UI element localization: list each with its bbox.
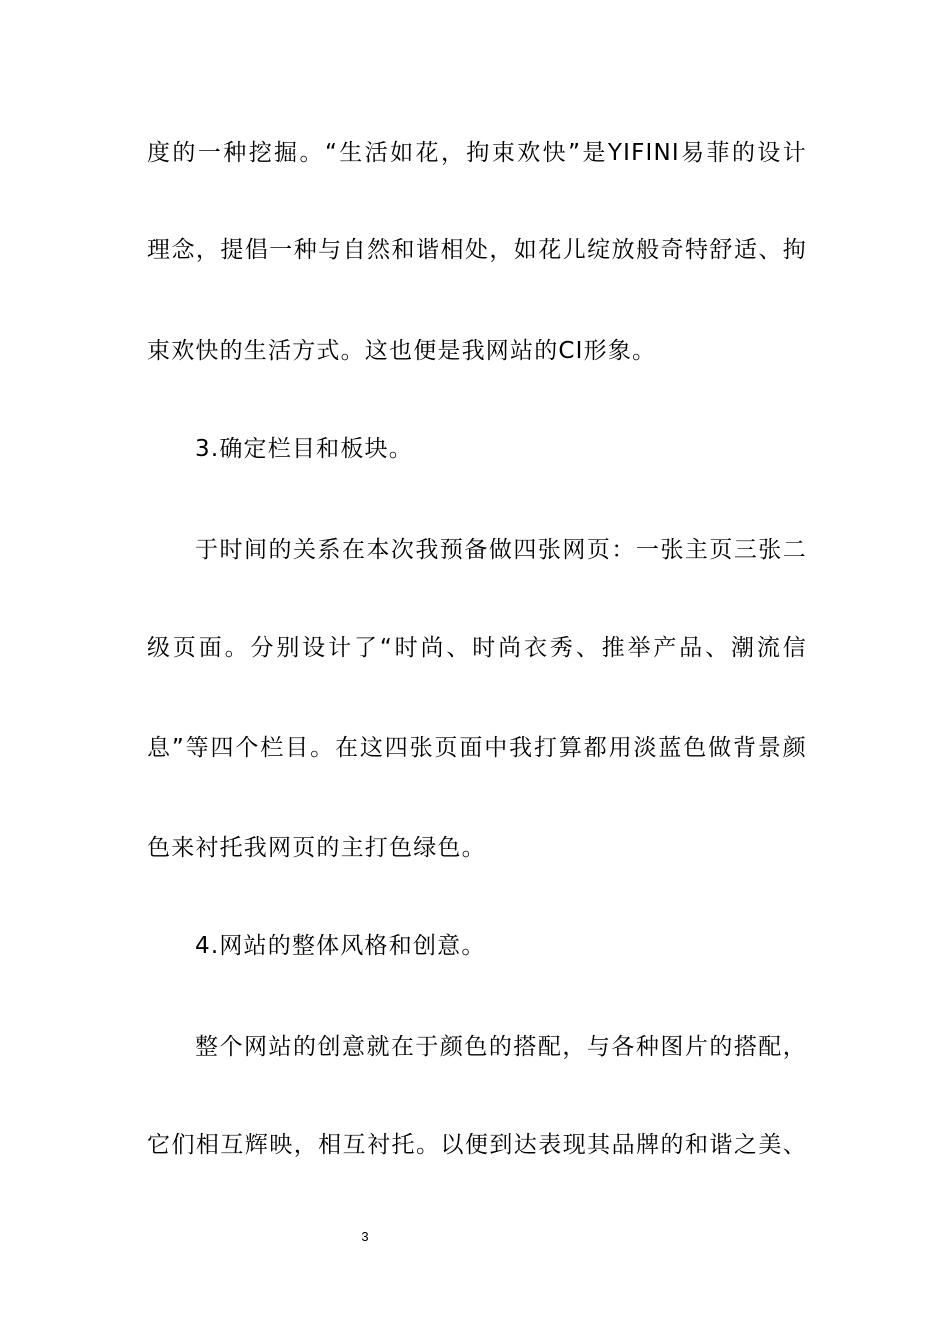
section-heading-4: 4.网站的整体风格和创意。 (195, 933, 486, 959)
text-line-1: 度的一种挖掘。“生活如花，拘束欢快”是YIFINI易菲的设计 (147, 140, 807, 166)
text-line-6: 级页面。分别设计了“时尚、时尚衣秀、推举产品、潮流信 (147, 635, 807, 661)
page-number: 3 (361, 1229, 369, 1244)
text-line-5: 于时间的关系在本次我预备做四张网页：一张主页三张二 (195, 537, 807, 563)
text-line-2: 理念，提倡一种与自然和谐相处，如花儿绽放般奇特舒适、拘 (147, 237, 807, 263)
section-heading-3: 3.确定栏目和板块。 (195, 436, 413, 462)
text-line-7: 息”等四个栏目。在这四张页面中我打算都用淡蓝色做背景颜 (147, 735, 807, 761)
text-line-11: 它们相互辉映，相互衬托。以便到达表现其品牌的和谐之美、 (147, 1132, 807, 1158)
text-line-8: 色来衬托我网页的主打色绿色。 (147, 835, 486, 861)
text-line-3: 束欢快的生活方式。这也便是我网站的CI形象。 (147, 338, 657, 364)
text-line-10: 整个网站的创意就在于颜色的搭配，与各种图片的搭配， (195, 1034, 807, 1060)
